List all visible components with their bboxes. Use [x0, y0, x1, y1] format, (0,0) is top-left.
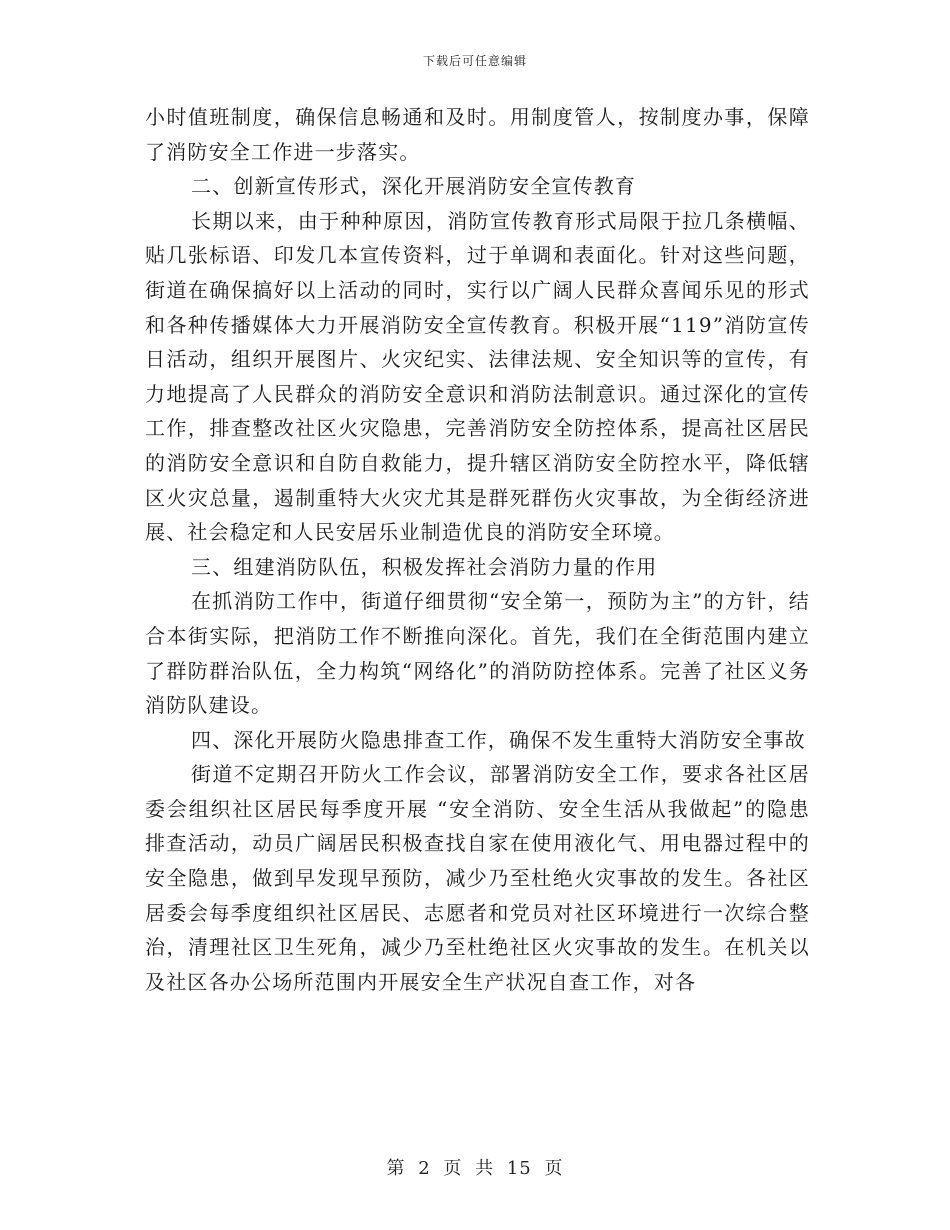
- section-heading-4: 四、深化开展防火隐患排查工作，确保不发生重特大消防安全事故: [191, 727, 806, 752]
- paragraph-1: 小时值班制度，确保信息畅通和及时。用制度管人，按制度办事，保障了消防安全工作进一步落实。: [145, 105, 810, 164]
- paragraph-7: 街道不定期召开防火工作会议，部署消防安全工作，要求各社区居委会组织社区居民每季度开展 “安全消防、安全生活从我做起”的隐患排查活动，动员广阔居民积极查找自家在使用液化气、用电器过程中的安全隐患，做到早发现早预防，减少乃至杜绝火灾事故的发生。各社区居委会每季度组织社区居民、志愿者和党员对社区环境进行一次综合整治，清理社区卫生死角，减少乃至杜绝社区火灾事故的发生。在机关以及社区各办公场所范围内开展安全生产状况自查工作，对各: [145, 762, 810, 994]
- document-body: [145, 100, 810, 999]
- section-heading-2: 二、创新宣传形式，深化开展消防安全宣传教育: [191, 174, 637, 199]
- paragraph-5: 在抓消防工作中，街道仔细贯彻“安全第一，预防为主”的方针，结合本街实际，把消防工作不断推向深化。首先，我们在全街范围内建立了群防群治队伍，全力构筑“网络化”的消防防控体系。完善了社区义务消防队建设。: [145, 589, 810, 718]
- page-header-note: 下载后可任意编辑: [422, 54, 527, 68]
- paragraph-3: 长期以来，由于种种原因，消防宣传教育形式局限于拉几条横幅、贴几张标语、印发几本宣传资料，过于单调和表面化。针对这些问题，街道在确保搞好以上活动的同时，实行以广阔人民群众喜闻乐见的形式和各种传播媒体大力开展消防安全宣传教育。积极开展“119”消防宣传日活动，组织开展图片、火灾纪实、法律法规、安全知识等的宣传，有力地提高了人民群众的消防安全意识和消防法制意识。通过深化的宣传工作，排查整改社区火灾隐患，完善消防安全防控体系，提高社区居民的消防安全意识和自防自救能力，提升辖区消防安全防控水平，降低辖区火灾总量，遏制重特大火灾尤其是群死群伤火灾事故，为全街经济进展、社会稳定和人民安居乐业制造优良的消防安全环境。: [145, 208, 810, 545]
- page-number-footer: 第 2 页 共 15 页: [386, 1158, 564, 1179]
- section-heading-3: 三、组建消防队伍，积极发挥社会消防力量的作用: [191, 554, 658, 579]
